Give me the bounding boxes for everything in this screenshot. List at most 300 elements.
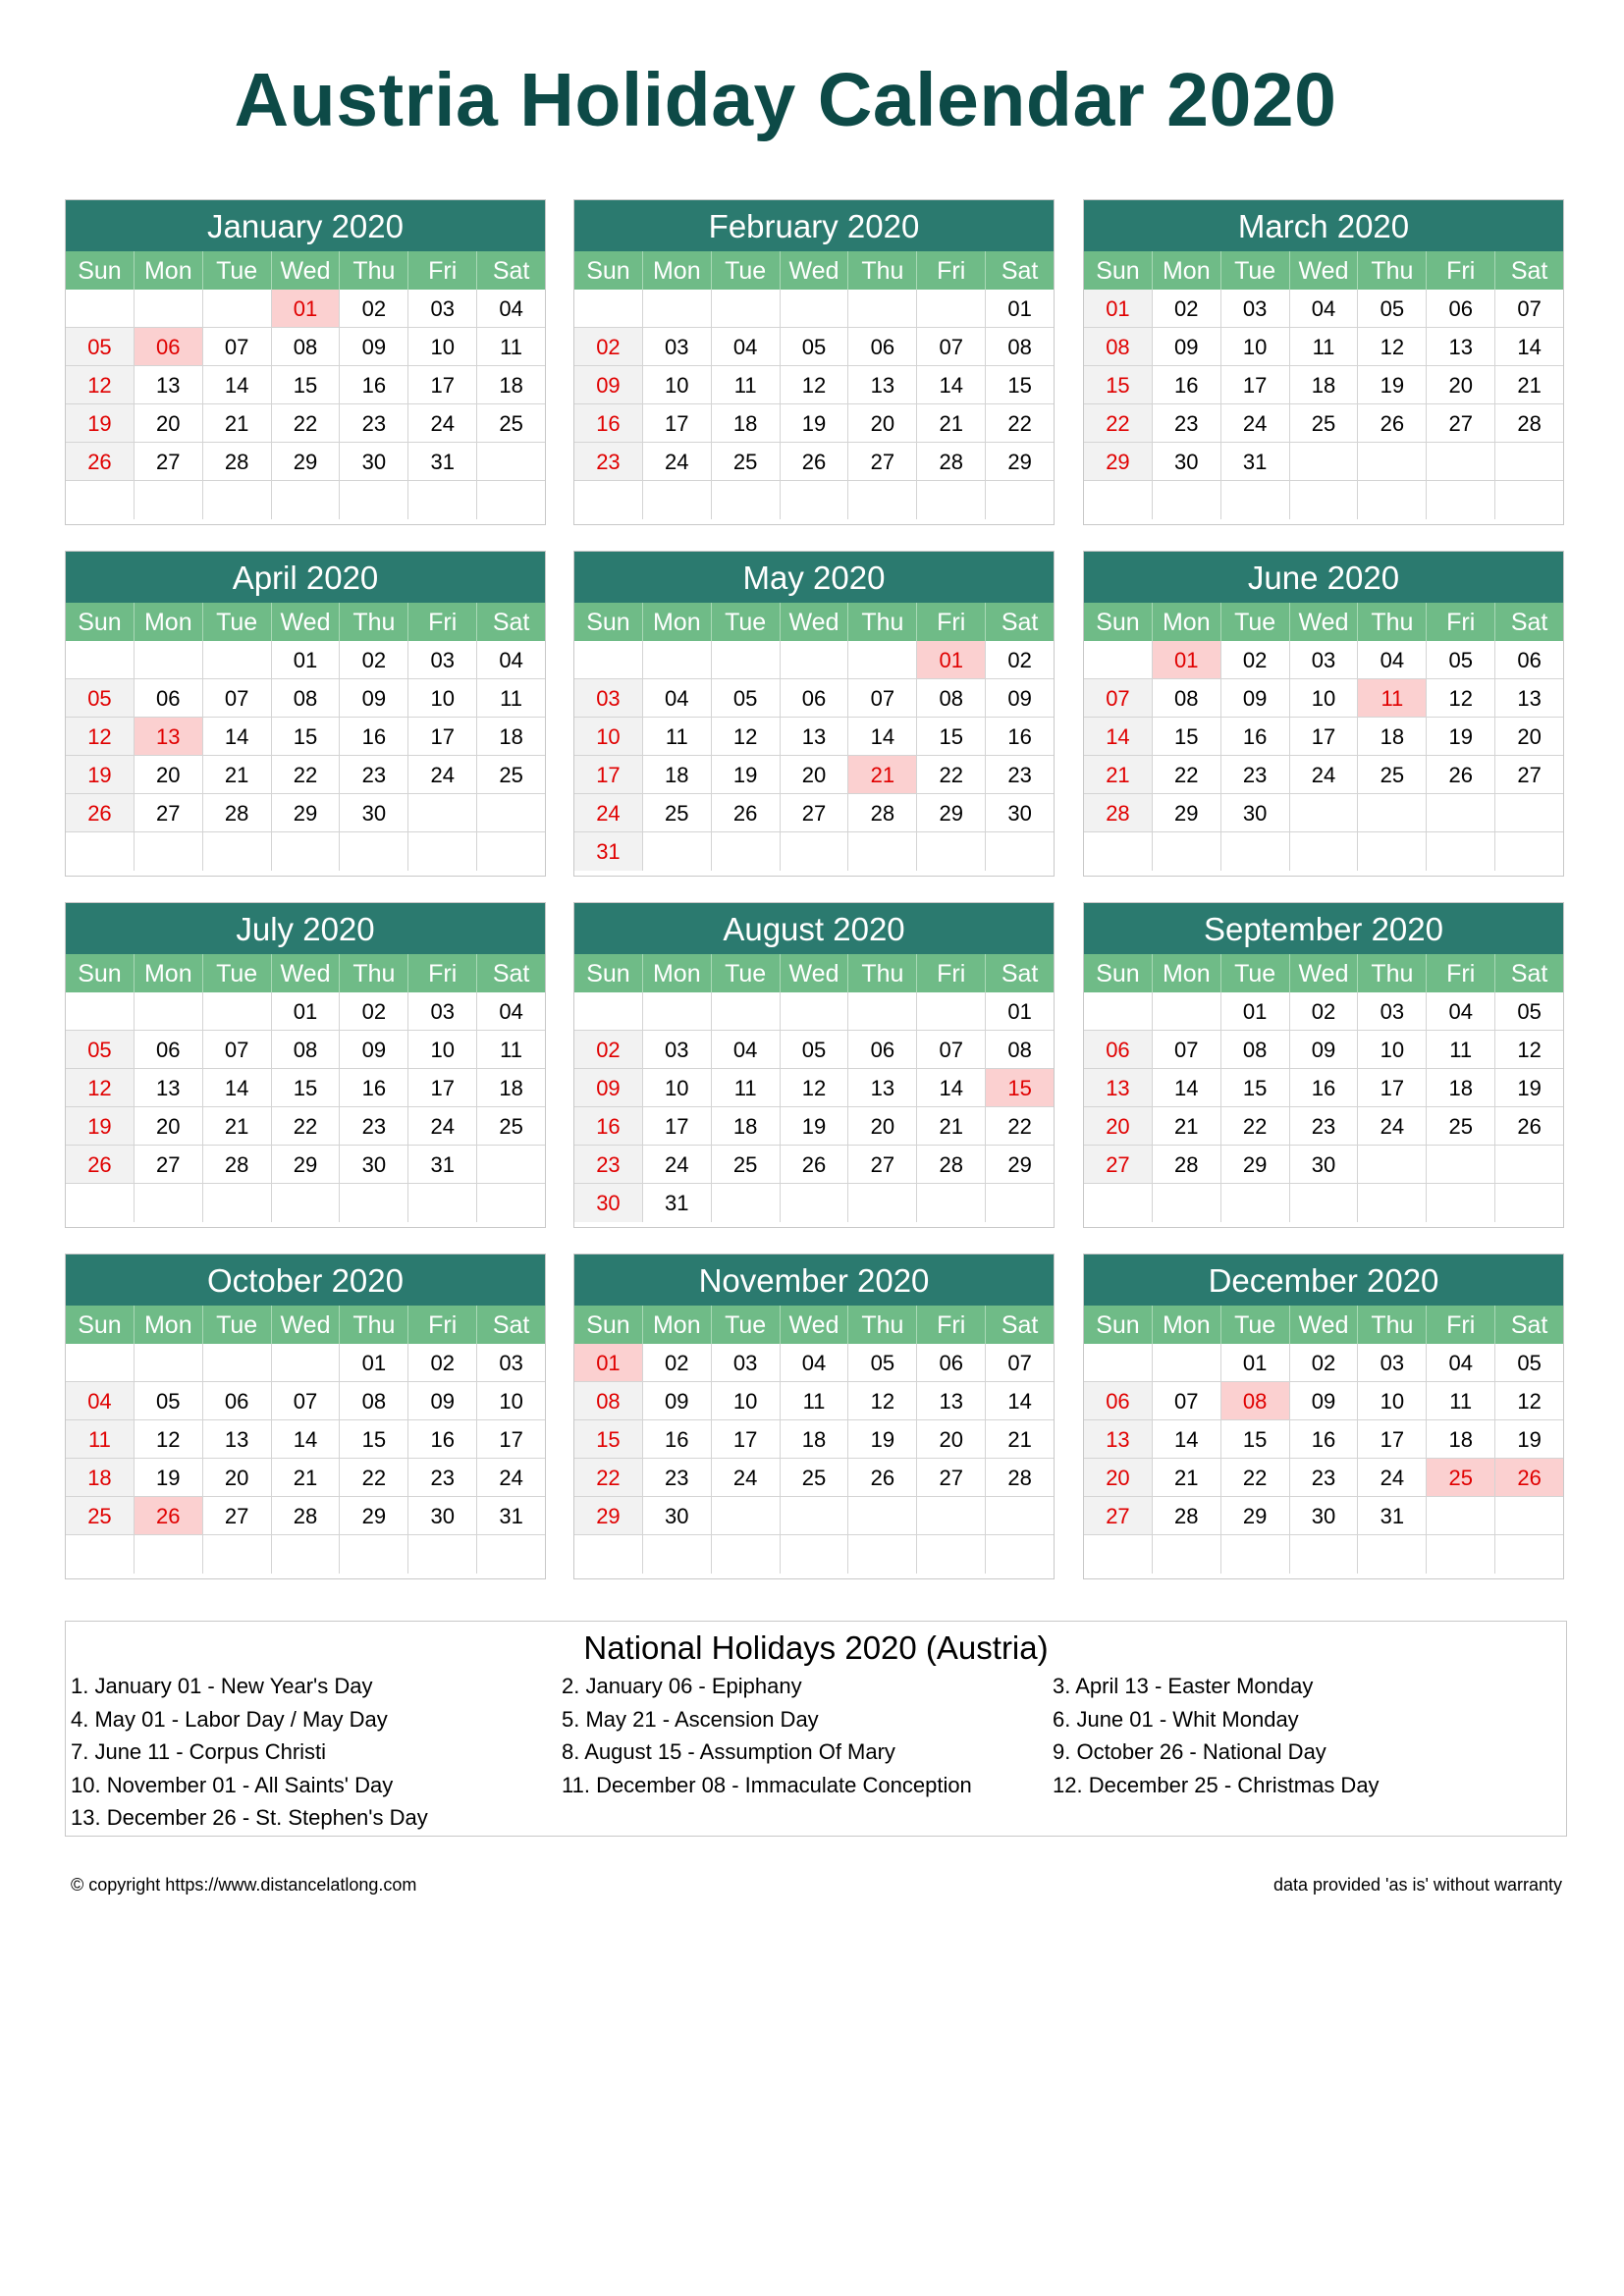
day-cell: 17 bbox=[477, 1420, 545, 1459]
day-cell: 08 bbox=[272, 328, 341, 366]
week-row bbox=[574, 794, 1054, 832]
day-cell: 05 bbox=[781, 1031, 849, 1069]
sunday-cell: 30 bbox=[574, 1184, 643, 1222]
empty-cell bbox=[66, 641, 135, 679]
day-cell: 02 bbox=[1153, 290, 1221, 328]
weekday-label: Sun bbox=[574, 1306, 643, 1344]
day-cell: 28 bbox=[917, 443, 986, 481]
day-cell: 13 bbox=[203, 1420, 272, 1459]
day-cell: 31 bbox=[643, 1184, 712, 1222]
day-cell: 04 bbox=[477, 641, 545, 679]
empty-cell bbox=[1427, 832, 1495, 871]
empty-cell bbox=[1495, 443, 1563, 481]
day-cell: 28 bbox=[1495, 404, 1563, 443]
week-row bbox=[66, 641, 545, 679]
weekday-label: Sat bbox=[1510, 609, 1548, 636]
day-cell: 05 bbox=[1427, 641, 1495, 679]
empty-cell bbox=[1427, 1535, 1495, 1574]
day-cell: 19 bbox=[1495, 1069, 1563, 1107]
empty-cell bbox=[203, 641, 272, 679]
empty-cell bbox=[1358, 443, 1427, 481]
week-row bbox=[574, 1459, 1054, 1497]
day-cell: 01 bbox=[272, 992, 341, 1031]
weekday-label: Sat bbox=[1001, 1311, 1039, 1339]
empty-cell bbox=[340, 1184, 408, 1222]
day-cell: 13 bbox=[1427, 328, 1495, 366]
week-row bbox=[66, 1535, 545, 1574]
sunday-cell: 08 bbox=[1084, 328, 1153, 366]
sunday-cell: 26 bbox=[66, 1146, 135, 1184]
empty-cell bbox=[643, 1535, 712, 1574]
day-cell: 09 bbox=[1290, 1382, 1359, 1420]
empty-cell bbox=[917, 1535, 986, 1574]
day-cell: 18 bbox=[477, 718, 545, 756]
weekday-label: Mon bbox=[643, 251, 712, 290]
day-cell: 08 bbox=[1221, 1031, 1290, 1069]
day-cell: 21 bbox=[203, 404, 272, 443]
empty-cell bbox=[712, 992, 781, 1031]
national-holidays-panel bbox=[65, 1621, 1567, 1837]
empty-cell bbox=[1084, 481, 1153, 519]
empty-cell bbox=[340, 832, 408, 871]
day-cell: 19 bbox=[1358, 366, 1427, 404]
week-row bbox=[1084, 718, 1563, 756]
day-cell: 27 bbox=[848, 1146, 917, 1184]
month-calendar bbox=[573, 551, 1055, 877]
day-cell: 21 bbox=[272, 1459, 341, 1497]
day-cell: 14 bbox=[203, 1069, 272, 1107]
week-row bbox=[66, 1344, 545, 1382]
weekday-label: Thu bbox=[1358, 251, 1427, 290]
day-cell: 24 bbox=[408, 1107, 477, 1146]
day-cell: 04 bbox=[477, 992, 545, 1031]
week-row bbox=[1084, 1420, 1563, 1459]
holiday-list-item: 7. June 11 - Corpus Christi bbox=[71, 1739, 327, 1764]
day-cell: 18 bbox=[1427, 1420, 1495, 1459]
holiday-day-cell: 01 bbox=[1153, 641, 1221, 679]
day-cell: 12 bbox=[1427, 679, 1495, 718]
empty-cell bbox=[1495, 1146, 1563, 1184]
day-cell: 08 bbox=[917, 679, 986, 718]
weekday-label: Fri bbox=[1427, 251, 1495, 290]
day-cell: 11 bbox=[712, 1069, 781, 1107]
week-row bbox=[574, 718, 1054, 756]
holiday-day-cell: 15 bbox=[986, 1069, 1054, 1107]
day-cell: 25 bbox=[781, 1459, 849, 1497]
weekday-label: Tue bbox=[712, 603, 781, 641]
empty-cell bbox=[1290, 443, 1359, 481]
empty-cell bbox=[781, 832, 849, 871]
day-cell: 17 bbox=[643, 404, 712, 443]
empty-cell bbox=[203, 1535, 272, 1574]
week-row bbox=[1084, 1107, 1563, 1146]
sunday-cell: 16 bbox=[574, 1107, 643, 1146]
day-cell: 10 bbox=[477, 1382, 545, 1420]
weekday-label: Thu bbox=[340, 603, 408, 641]
sunday-cell: 02 bbox=[574, 328, 643, 366]
week-row bbox=[1084, 366, 1563, 404]
sunday-cell: 15 bbox=[1084, 366, 1153, 404]
empty-cell bbox=[1358, 794, 1427, 832]
weekday-label: Sun bbox=[1084, 1306, 1153, 1344]
day-cell: 10 bbox=[408, 1031, 477, 1069]
weekday-label: Tue bbox=[1221, 954, 1290, 992]
weekday-label: Thu bbox=[340, 1306, 408, 1344]
week-row bbox=[66, 1146, 545, 1184]
empty-cell bbox=[477, 443, 545, 481]
day-cell: 06 bbox=[848, 328, 917, 366]
day-cell: 17 bbox=[1358, 1420, 1427, 1459]
day-cell: 14 bbox=[203, 718, 272, 756]
day-cell: 18 bbox=[712, 1107, 781, 1146]
day-cell: 31 bbox=[1358, 1497, 1427, 1535]
weekday-label: Thu bbox=[340, 954, 408, 992]
sunday-cell: 21 bbox=[1084, 756, 1153, 794]
day-cell: 15 bbox=[340, 1420, 408, 1459]
week-row bbox=[1084, 1069, 1563, 1107]
day-cell: 27 bbox=[203, 1497, 272, 1535]
holiday-list-item: 3. April 13 - Easter Monday bbox=[1053, 1674, 1314, 1698]
day-cell: 21 bbox=[203, 1107, 272, 1146]
day-cell: 30 bbox=[408, 1497, 477, 1535]
day-cell: 15 bbox=[272, 366, 341, 404]
empty-cell bbox=[272, 1184, 341, 1222]
day-cell: 20 bbox=[781, 756, 849, 794]
empty-cell bbox=[986, 832, 1054, 871]
week-row bbox=[66, 1107, 545, 1146]
day-cell: 18 bbox=[1290, 366, 1359, 404]
day-cell: 10 bbox=[712, 1382, 781, 1420]
weekday-label: Wed bbox=[781, 1306, 849, 1344]
day-cell: 16 bbox=[1221, 718, 1290, 756]
day-cell: 13 bbox=[917, 1382, 986, 1420]
sunday-cell: 12 bbox=[66, 366, 135, 404]
day-cell: 02 bbox=[1221, 641, 1290, 679]
empty-cell bbox=[66, 992, 135, 1031]
empty-cell bbox=[1495, 1535, 1563, 1574]
empty-cell bbox=[66, 1184, 135, 1222]
day-cell: 01 bbox=[986, 992, 1054, 1031]
week-row bbox=[1084, 328, 1563, 366]
day-cell: 29 bbox=[272, 443, 341, 481]
day-cell: 22 bbox=[986, 404, 1054, 443]
empty-cell bbox=[1084, 1344, 1153, 1382]
weekday-label: Mon bbox=[1153, 603, 1221, 641]
holiday-day-cell: 01 bbox=[574, 1344, 643, 1382]
sunday-cell: 28 bbox=[1084, 794, 1153, 832]
day-cell: 08 bbox=[340, 1382, 408, 1420]
empty-cell bbox=[1495, 1184, 1563, 1222]
week-row bbox=[574, 992, 1054, 1031]
day-cell: 15 bbox=[1221, 1069, 1290, 1107]
day-cell: 25 bbox=[1358, 756, 1427, 794]
weekday-label: Wed bbox=[781, 954, 849, 992]
weekday-label: Fri bbox=[1427, 1306, 1495, 1344]
weekday-label: Wed bbox=[1290, 251, 1359, 290]
week-row bbox=[1084, 404, 1563, 443]
empty-cell bbox=[574, 290, 643, 328]
empty-cell bbox=[1358, 1184, 1427, 1222]
day-cell: 15 bbox=[917, 718, 986, 756]
day-cell: 30 bbox=[340, 443, 408, 481]
day-cell: 05 bbox=[135, 1382, 203, 1420]
day-cell: 01 bbox=[1221, 992, 1290, 1031]
day-cell: 24 bbox=[1290, 756, 1359, 794]
weekday-label: Sat bbox=[1001, 609, 1039, 636]
day-cell: 03 bbox=[408, 641, 477, 679]
day-cell: 31 bbox=[477, 1497, 545, 1535]
day-cell: 03 bbox=[643, 1031, 712, 1069]
day-cell: 11 bbox=[1427, 1031, 1495, 1069]
day-cell: 18 bbox=[1358, 718, 1427, 756]
day-cell: 16 bbox=[986, 718, 1054, 756]
week-row bbox=[66, 481, 545, 519]
empty-cell bbox=[1427, 1497, 1495, 1535]
empty-cell bbox=[1290, 481, 1359, 519]
empty-cell bbox=[340, 481, 408, 519]
day-cell: 30 bbox=[340, 1146, 408, 1184]
day-cell: 30 bbox=[340, 794, 408, 832]
day-cell: 31 bbox=[408, 1146, 477, 1184]
day-cell: 25 bbox=[477, 756, 545, 794]
day-cell: 13 bbox=[848, 366, 917, 404]
weekday-label: Fri bbox=[408, 1306, 477, 1344]
sunday-cell: 22 bbox=[1084, 404, 1153, 443]
weekday-label: Mon bbox=[135, 251, 203, 290]
empty-cell bbox=[1153, 1184, 1221, 1222]
empty-cell bbox=[135, 641, 203, 679]
day-cell: 05 bbox=[1495, 992, 1563, 1031]
empty-cell bbox=[135, 1184, 203, 1222]
day-cell: 10 bbox=[1290, 679, 1359, 718]
empty-cell bbox=[917, 1497, 986, 1535]
empty-cell bbox=[135, 481, 203, 519]
day-cell: 29 bbox=[1221, 1146, 1290, 1184]
disclaimer-text: data provided 'as is' without warranty bbox=[1272, 1875, 1562, 1895]
day-cell: 13 bbox=[135, 366, 203, 404]
weekday-header-row bbox=[66, 954, 545, 992]
weekday-label: Wed bbox=[272, 954, 341, 992]
weekday-header-row bbox=[574, 603, 1054, 641]
day-cell: 25 bbox=[643, 794, 712, 832]
day-cell: 21 bbox=[986, 1420, 1054, 1459]
week-row bbox=[1084, 1497, 1563, 1535]
empty-cell bbox=[712, 832, 781, 871]
day-cell: 30 bbox=[986, 794, 1054, 832]
week-row bbox=[574, 1031, 1054, 1069]
empty-cell bbox=[986, 1184, 1054, 1222]
empty-cell bbox=[1358, 1535, 1427, 1574]
week-row bbox=[574, 1344, 1054, 1382]
day-cell: 28 bbox=[203, 443, 272, 481]
empty-cell bbox=[135, 290, 203, 328]
weekday-label: Thu bbox=[1358, 603, 1427, 641]
day-cell: 13 bbox=[1495, 679, 1563, 718]
sunday-cell: 19 bbox=[66, 756, 135, 794]
day-cell: 29 bbox=[340, 1497, 408, 1535]
week-row bbox=[1084, 679, 1563, 718]
day-cell: 23 bbox=[408, 1459, 477, 1497]
day-cell: 05 bbox=[1358, 290, 1427, 328]
sunday-cell: 08 bbox=[574, 1382, 643, 1420]
weekday-label: Tue bbox=[203, 1306, 272, 1344]
day-cell: 17 bbox=[643, 1107, 712, 1146]
day-cell: 02 bbox=[986, 641, 1054, 679]
empty-cell bbox=[781, 1184, 849, 1222]
week-row bbox=[574, 1497, 1054, 1535]
empty-cell bbox=[66, 481, 135, 519]
day-cell: 22 bbox=[272, 404, 341, 443]
empty-cell bbox=[1427, 481, 1495, 519]
week-row bbox=[1084, 1344, 1563, 1382]
holiday-day-cell: 08 bbox=[1221, 1382, 1290, 1420]
weekday-label: Sun bbox=[66, 603, 135, 641]
day-cell: 15 bbox=[1153, 718, 1221, 756]
day-cell: 16 bbox=[340, 366, 408, 404]
sunday-cell: 03 bbox=[574, 679, 643, 718]
holiday-list-item: 9. October 26 - National Day bbox=[1053, 1739, 1326, 1764]
day-cell: 10 bbox=[1358, 1031, 1427, 1069]
sunday-cell: 16 bbox=[574, 404, 643, 443]
day-cell: 10 bbox=[1221, 328, 1290, 366]
day-cell: 24 bbox=[712, 1459, 781, 1497]
weekday-label: Mon bbox=[643, 603, 712, 641]
day-cell: 10 bbox=[643, 366, 712, 404]
day-cell: 18 bbox=[477, 1069, 545, 1107]
holidays-title: National Holidays 2020 (Austria) bbox=[583, 1629, 1049, 1666]
weekday-label: Thu bbox=[340, 251, 408, 290]
day-cell: 11 bbox=[1290, 328, 1359, 366]
month-title: October 2020 bbox=[66, 1255, 545, 1306]
day-cell: 16 bbox=[1290, 1420, 1359, 1459]
weekday-label: Sat bbox=[1510, 960, 1548, 988]
weekday-label: Fri bbox=[1427, 954, 1495, 992]
day-cell: 26 bbox=[1495, 1107, 1563, 1146]
day-cell: 23 bbox=[1221, 756, 1290, 794]
sunday-cell: 13 bbox=[1084, 1069, 1153, 1107]
empty-cell bbox=[1221, 832, 1290, 871]
day-cell: 09 bbox=[340, 1031, 408, 1069]
week-row bbox=[66, 679, 545, 718]
empty-cell bbox=[272, 1344, 341, 1382]
day-cell: 20 bbox=[848, 404, 917, 443]
day-cell: 21 bbox=[203, 756, 272, 794]
day-cell: 24 bbox=[477, 1459, 545, 1497]
day-cell: 16 bbox=[1153, 366, 1221, 404]
day-cell: 11 bbox=[1427, 1382, 1495, 1420]
day-cell: 06 bbox=[917, 1344, 986, 1382]
week-row bbox=[574, 679, 1054, 718]
weekday-label: Thu bbox=[848, 1306, 917, 1344]
empty-cell bbox=[781, 481, 849, 519]
empty-cell bbox=[1358, 481, 1427, 519]
day-cell: 12 bbox=[712, 718, 781, 756]
holiday-day-cell: 01 bbox=[272, 290, 341, 328]
holiday-list-item: 5. May 21 - Ascension Day bbox=[562, 1706, 819, 1732]
empty-cell bbox=[1084, 832, 1153, 871]
weekday-label: Tue bbox=[712, 954, 781, 992]
empty-cell bbox=[477, 1184, 545, 1222]
day-cell: 21 bbox=[917, 404, 986, 443]
empty-cell bbox=[712, 481, 781, 519]
day-cell: 23 bbox=[1290, 1107, 1359, 1146]
sunday-cell: 05 bbox=[66, 1031, 135, 1069]
week-row bbox=[1084, 794, 1563, 832]
weekday-label: Tue bbox=[712, 251, 781, 290]
day-cell: 14 bbox=[917, 366, 986, 404]
sunday-cell: 23 bbox=[574, 1146, 643, 1184]
day-cell: 04 bbox=[1427, 992, 1495, 1031]
day-cell: 20 bbox=[848, 1107, 917, 1146]
day-cell: 25 bbox=[712, 1146, 781, 1184]
day-cell: 16 bbox=[408, 1420, 477, 1459]
empty-cell bbox=[66, 290, 135, 328]
day-cell: 03 bbox=[408, 992, 477, 1031]
weekday-label: Thu bbox=[848, 954, 917, 992]
weekday-label: Sun bbox=[66, 251, 135, 290]
day-cell: 13 bbox=[781, 718, 849, 756]
weekday-label: Mon bbox=[1153, 251, 1221, 290]
week-row bbox=[574, 1146, 1054, 1184]
month-calendar bbox=[573, 1254, 1055, 1579]
holiday-list-item: 12. December 25 - Christmas Day bbox=[1053, 1772, 1380, 1797]
day-cell: 10 bbox=[408, 679, 477, 718]
empty-cell bbox=[1427, 443, 1495, 481]
day-cell: 22 bbox=[272, 756, 341, 794]
weekday-label: Fri bbox=[408, 251, 477, 290]
sunday-cell: 06 bbox=[1084, 1031, 1153, 1069]
day-cell: 22 bbox=[272, 1107, 341, 1146]
day-cell: 09 bbox=[1290, 1031, 1359, 1069]
day-cell: 11 bbox=[477, 1031, 545, 1069]
week-row bbox=[66, 832, 545, 871]
empty-cell bbox=[574, 641, 643, 679]
day-cell: 28 bbox=[203, 1146, 272, 1184]
empty-cell bbox=[1153, 1344, 1221, 1382]
day-cell: 07 bbox=[917, 328, 986, 366]
empty-cell bbox=[203, 992, 272, 1031]
empty-cell bbox=[917, 481, 986, 519]
sunday-cell: 23 bbox=[574, 443, 643, 481]
empty-cell bbox=[340, 1535, 408, 1574]
sunday-cell: 19 bbox=[66, 404, 135, 443]
month-calendar bbox=[65, 902, 546, 1228]
empty-cell bbox=[1290, 794, 1359, 832]
empty-cell bbox=[986, 1535, 1054, 1574]
day-cell: 17 bbox=[408, 1069, 477, 1107]
day-cell: 02 bbox=[643, 1344, 712, 1382]
empty-cell bbox=[1358, 832, 1427, 871]
week-row bbox=[574, 1184, 1054, 1222]
weekday-label: Sun bbox=[1084, 954, 1153, 992]
week-row bbox=[574, 756, 1054, 794]
day-cell: 04 bbox=[712, 1031, 781, 1069]
day-cell: 10 bbox=[643, 1069, 712, 1107]
day-cell: 22 bbox=[986, 1107, 1054, 1146]
week-row bbox=[1084, 1459, 1563, 1497]
weekday-label: Mon bbox=[643, 954, 712, 992]
month-title: September 2020 bbox=[1084, 903, 1563, 954]
month-calendar bbox=[65, 1254, 546, 1579]
weekday-label: Tue bbox=[203, 603, 272, 641]
week-row bbox=[574, 404, 1054, 443]
weekday-label: Mon bbox=[135, 954, 203, 992]
day-cell: 09 bbox=[986, 679, 1054, 718]
empty-cell bbox=[272, 481, 341, 519]
day-cell: 09 bbox=[643, 1382, 712, 1420]
day-cell: 03 bbox=[1358, 992, 1427, 1031]
weekday-label: Sun bbox=[574, 603, 643, 641]
